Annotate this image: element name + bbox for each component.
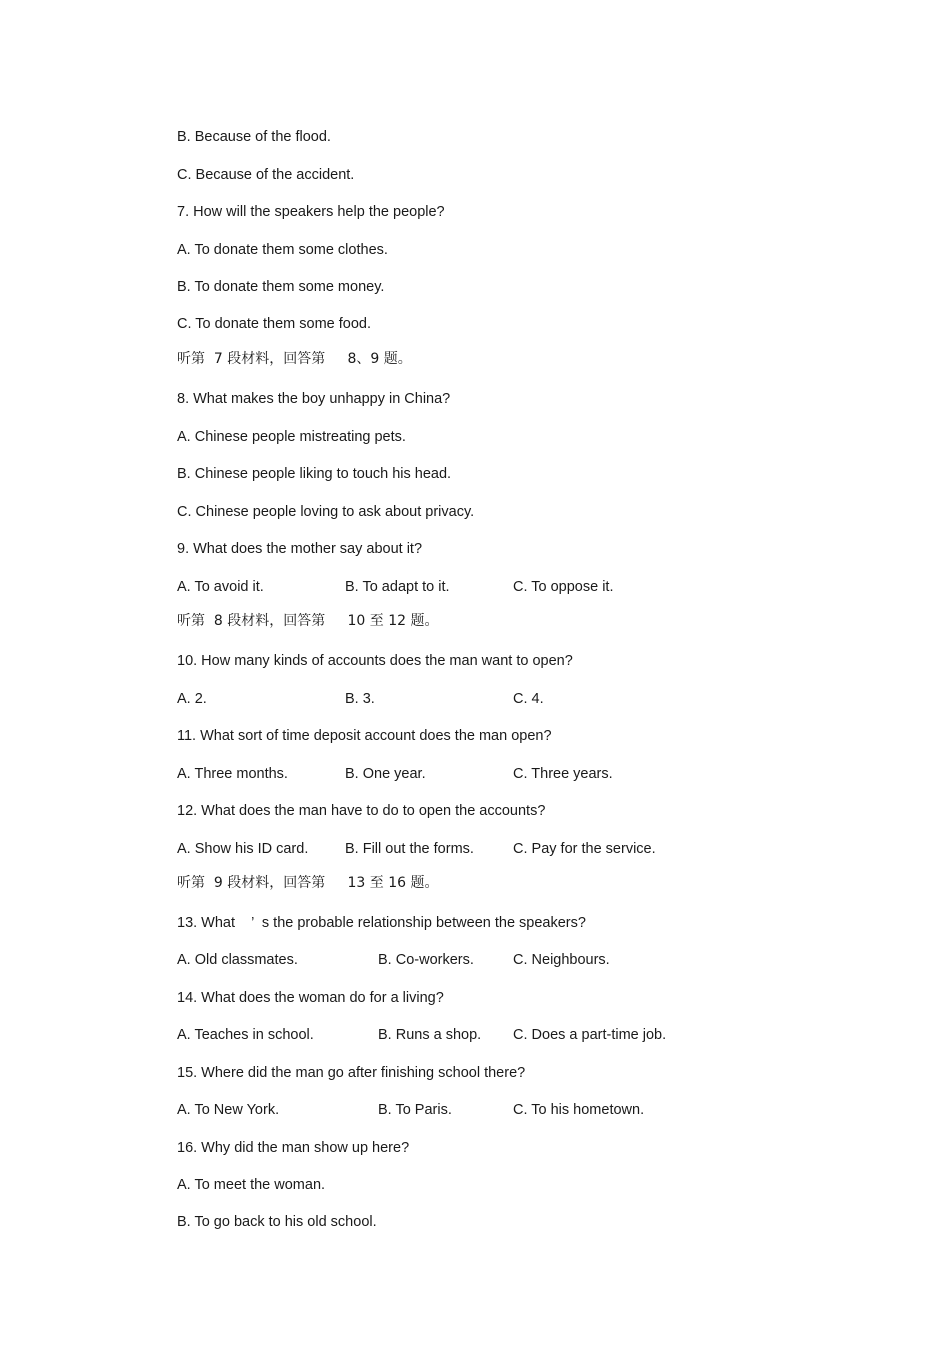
question-8: 8. What makes the boy unhappy in China? (177, 391, 451, 407)
question-10: 10. How many kinds of accounts does the man want to open? (177, 653, 573, 669)
question-7: 7. How will the speakers help the people? (177, 204, 445, 220)
question-10-option-b: B. 3. (345, 691, 375, 707)
question-8-option-c: C. Chinese people loving to ask about privacy. (177, 504, 475, 520)
question-14-option-b: B. Runs a shop. (378, 1027, 482, 1043)
question-14-option-c: C. Does a part-time job. (513, 1027, 667, 1043)
question-16-option-a: A. To meet the woman. (177, 1177, 326, 1193)
question-15-option-c: C. To his hometown. (513, 1102, 645, 1118)
section-instruction-7: 听第 7 段材料，回答第 8、9 题。 (177, 351, 412, 367)
question-9-option-a: A. To avoid it. (177, 579, 264, 595)
question-9-option-b: B. To adapt to it. (345, 579, 450, 595)
question-12: 12. What does the man have to do to open the accounts? (177, 803, 546, 819)
option-line: B. Because of the flood. (177, 129, 331, 145)
question-7-option-b: B. To donate them some money. (177, 279, 385, 295)
question-16: 16. Why did the man show up here? (177, 1140, 410, 1156)
section-instruction-9: 听第 9 段材料，回答第 13 至 16 题。 (177, 875, 439, 891)
question-11: 11. What sort of time deposit account does the man open? (177, 728, 552, 744)
section-instruction-8: 听第 8 段材料，回答第 10 至 12 题。 (177, 613, 439, 629)
option-line: C. Because of the accident. (177, 167, 355, 183)
question-8-option-a: A. Chinese people mistreating pets. (177, 429, 406, 445)
question-11-option-c: C. Three years. (513, 766, 613, 782)
question-15-option-a: A. To New York. (177, 1102, 280, 1118)
question-16-option-b: B. To go back to his old school. (177, 1214, 377, 1230)
question-12-option-b: B. Fill out the forms. (345, 841, 474, 857)
question-13-option-b: B. Co-workers. (378, 952, 474, 968)
question-12-option-a: A. Show his ID card. (177, 841, 309, 857)
question-9-option-c: C. To oppose it. (513, 579, 614, 595)
question-14: 14. What does the woman do for a living? (177, 990, 444, 1006)
question-11-option-a: A. Three months. (177, 766, 288, 782)
question-13-option-c: C. Neighbours. (513, 952, 610, 968)
question-13: 13. What ’ s the probable relationship between the speakers? (177, 915, 586, 931)
question-15: 15. Where did the man go after finishing school there? (177, 1065, 526, 1081)
question-9: 9. What does the mother say about it? (177, 541, 423, 557)
question-8-option-b: B. Chinese people liking to touch his head. (177, 466, 452, 482)
question-7-option-a: A. To donate them some clothes. (177, 242, 388, 258)
question-14-option-a: A. Teaches in school. (177, 1027, 314, 1043)
question-12-option-c: C. Pay for the service. (513, 841, 656, 857)
question-11-option-b: B. One year. (345, 766, 426, 782)
question-10-option-a: A. 2. (177, 691, 207, 707)
question-13-option-a: A. Old classmates. (177, 952, 298, 968)
question-10-option-c: C. 4. (513, 691, 544, 707)
question-15-option-b: B. To Paris. (378, 1102, 452, 1118)
question-7-option-c: C. To donate them some food. (177, 316, 371, 332)
